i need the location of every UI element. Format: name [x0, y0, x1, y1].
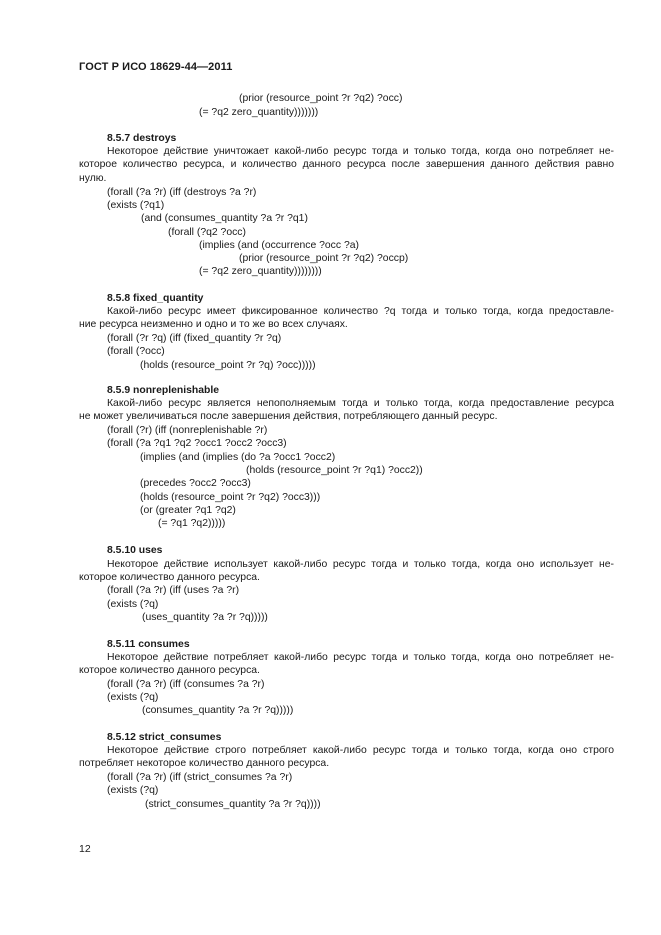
section-paragraph: [79, 651, 614, 678]
code-line: (consumes_quantity ?a ?r ?q))))): [142, 705, 294, 716]
document-header: ГОСТ Р ИСО 18629-44—2011: [79, 61, 233, 73]
code-line: (uses_quantity ?a ?r ?q))))): [142, 612, 268, 623]
section-paragraph: [79, 145, 614, 185]
section-heading: 8.5.12 strict_consumes: [107, 732, 222, 743]
code-line: (= ?q2 zero_quantity))))))): [199, 107, 319, 118]
section-paragraph: [79, 397, 614, 424]
code-line: (precedes ?occ2 ?occ3): [140, 478, 251, 489]
code-line: (forall (?occ): [107, 346, 165, 357]
paragraph-line: Какой-либо ресурс имеет фиксированное количество ?q тогда и только тогда, когда предоставле-: [107, 306, 614, 317]
code-line: (exists (?q): [107, 692, 159, 703]
paragraph-line: не может увеличиваться после завершения действия, потребляющего данный ресурс.: [79, 411, 498, 423]
paragraph-line: Какой-либо ресурс является непополняемым тогда и только тогда, когда предоставление ресурса: [107, 398, 614, 409]
paragraph-line: которое количество данного ресурса.: [79, 665, 260, 677]
code-line: (forall (?a ?r) (iff (destroys ?a ?r): [107, 187, 257, 198]
code-line: (holds (resource_point ?r ?q) ?occ))))): [140, 360, 316, 371]
paragraph-line: нулю.: [79, 172, 107, 184]
code-line: (= ?q2 zero_quantity)))))))): [199, 266, 322, 277]
code-line: (implies (and (implies (do ?a ?occ1 ?occ2): [140, 452, 336, 463]
code-line: (strict_consumes_quantity ?a ?r ?q)))): [145, 799, 321, 810]
code-line: (= ?q1 ?q2))))): [158, 518, 226, 529]
paragraph-line: которое количество данного ресурса.: [79, 572, 260, 584]
code-line: (exists (?q1): [107, 200, 165, 211]
paragraph-line: которое количество ресурса, и количество данного ресурса после завершения данного действия равно: [79, 159, 614, 171]
paragraph-line: Некоторое действие использует какой-либо ресурс тогда и только тогда, когда оно использует не-: [107, 559, 614, 570]
code-line: (forall (?q2 ?occ): [168, 227, 246, 238]
paragraph-line: потребляет некоторое количество данного ресурса.: [79, 758, 330, 770]
code-line: (forall (?r) (iff (nonreplenishable ?r): [107, 425, 268, 436]
code-line: (forall (?a ?r) (iff (consumes ?a ?r): [107, 679, 265, 690]
code-line: (holds (resource_point ?r ?q1) ?occ2)): [246, 465, 423, 476]
section-paragraph: [79, 558, 614, 585]
section-heading: 8.5.8 fixed_quantity: [107, 293, 204, 304]
paragraph-line: Некоторое действие уничтожает какой-либо ресурс тогда и только тогда, когда оно потребляет не-: [107, 146, 614, 157]
section-paragraph: [79, 744, 614, 771]
section-heading: 8.5.10 uses: [107, 545, 163, 556]
paragraph-line: Некоторое действие потребляет какой-либо ресурс тогда и только тогда, когда оно потребляет не-: [107, 652, 614, 663]
code-line: (holds (resource_point ?r ?q2) ?occ3))): [140, 492, 321, 503]
section-paragraph: [79, 305, 614, 332]
paragraph-line: ние ресурса неизменно и одно и то же во всех случаях.: [79, 319, 348, 331]
paragraph-line: Некоторое действие строго потребляет какой-либо ресурс тогда и только тогда, когда оно строго: [107, 745, 614, 756]
section-heading: 8.5.7 destroys: [107, 133, 177, 144]
code-line: (forall (?a ?r) (iff (strict_consumes ?a ?r): [107, 772, 293, 783]
code-line: (forall (?r ?q) (iff (fixed_quantity ?r ?q): [107, 333, 282, 344]
code-line: (forall (?a ?r) (iff (uses ?a ?r): [107, 585, 240, 596]
code-line: (prior (resource_point ?r ?q2) ?occp): [239, 253, 409, 264]
code-line: (prior (resource_point ?r ?q2) ?occ): [239, 93, 403, 104]
code-line: (forall (?a ?q1 ?q2 ?occ1 ?occ2 ?occ3): [107, 438, 287, 449]
code-line: (or (greater ?q1 ?q2): [140, 505, 236, 516]
code-line: (exists (?q): [107, 785, 159, 796]
page-number: 12: [79, 843, 91, 855]
section-heading: 8.5.9 nonreplenishable: [107, 385, 220, 396]
code-line: (and (consumes_quantity ?a ?r ?q1): [141, 213, 308, 224]
code-line: (exists (?q): [107, 599, 159, 610]
code-line: (implies (and (occurrence ?occ ?a): [199, 240, 359, 251]
section-heading: 8.5.11 consumes: [107, 639, 190, 650]
